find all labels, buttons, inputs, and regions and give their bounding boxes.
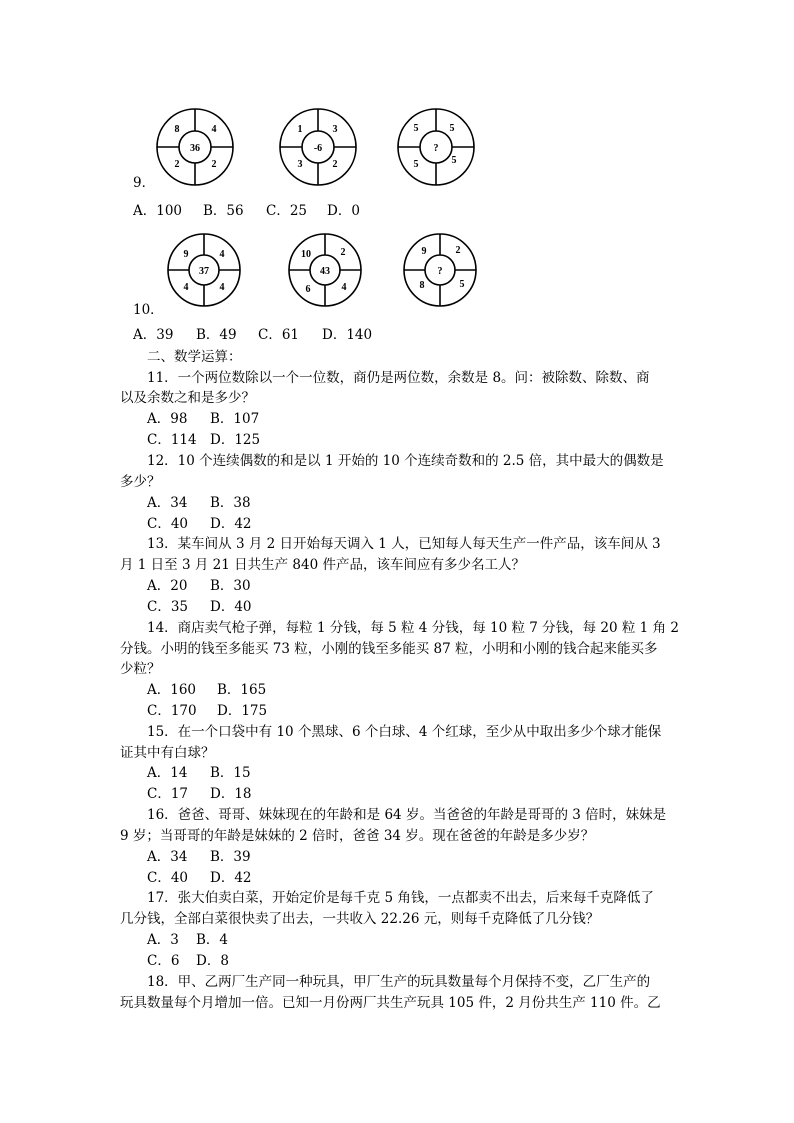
circle-center-value: 43 bbox=[320, 266, 330, 277]
q10-option-a: A．39 bbox=[133, 327, 174, 343]
q12-option-b: B．38 bbox=[210, 495, 251, 511]
q12-option-d: D．42 bbox=[210, 516, 252, 532]
circle-top-left-value: 9 bbox=[183, 249, 189, 260]
q16-option-a: A．34 bbox=[147, 849, 188, 865]
q16-option-c: C．40 bbox=[147, 870, 189, 886]
circle-top-left-value: 8 bbox=[174, 124, 180, 135]
q18-line-2: 玩具数量每个月增加一倍。已知一月份两厂共生产玩具 105 件，2 月份共生产 110 件。乙 bbox=[120, 995, 661, 1011]
q9-figure-3 bbox=[396, 107, 476, 187]
q17-option-b: B．4 bbox=[196, 932, 229, 948]
section-title: 二、数学运算： bbox=[147, 349, 242, 365]
circle-top-left-value: 1 bbox=[297, 124, 303, 135]
circle-bottom-right-value: 2 bbox=[211, 159, 217, 170]
q14-option-a: A．160 bbox=[147, 682, 197, 698]
q12-line-2: 多少？ bbox=[120, 474, 161, 490]
circle-center-value: 36 bbox=[190, 143, 200, 154]
q17-option-c: C．6 bbox=[147, 953, 180, 969]
q15-option-d: D．18 bbox=[210, 786, 252, 802]
circle-bottom-left-value: 6 bbox=[305, 284, 311, 295]
q17-option-a: A．3 bbox=[147, 932, 179, 948]
circle-top-right-value: 5 bbox=[449, 123, 455, 134]
circle-bottom-right-value: 4 bbox=[219, 282, 225, 293]
circle-top-right-value: 2 bbox=[340, 247, 346, 258]
circle-top-right-value: 4 bbox=[211, 124, 217, 135]
q13-line-1: 13．某车间从 3 月 2 日开始每天调入 1 人，已知每人每天生产一件产品，该车间从 3 bbox=[147, 536, 661, 552]
q13-line-2: 月 1 日至 3 月 21 日共生产 840 件产品，该车间应有多少名工人？ bbox=[120, 557, 525, 573]
q15-option-a: A．14 bbox=[147, 765, 188, 781]
circle-center-value: ? bbox=[433, 143, 439, 154]
q13-option-a: A．20 bbox=[147, 578, 188, 594]
q14-line-1: 14．商店卖气枪子弹，每粒 1 分钱，每 5 粒 4 分钱，每 10 粒 7 分钱，每 20 粒 1 角 2 bbox=[147, 620, 679, 636]
q9-number: 9． bbox=[133, 175, 156, 191]
circle-center-value: ? bbox=[437, 266, 443, 277]
circle-top-right-value: 4 bbox=[219, 249, 225, 260]
circle-top-right-value: 3 bbox=[332, 124, 338, 135]
q11-option-c: C．114 bbox=[147, 432, 197, 448]
q11-option-b: B．107 bbox=[210, 411, 260, 427]
q10-option-c: C．61 bbox=[258, 327, 300, 343]
circle-center-value: -6 bbox=[313, 143, 323, 154]
circle-top-left-value: 5 bbox=[413, 123, 419, 134]
q10-figure-2 bbox=[287, 232, 363, 308]
q11-option-a: A．98 bbox=[147, 411, 188, 427]
circle-bottom-right-value: 2 bbox=[332, 159, 338, 170]
q10-option-b: B．49 bbox=[196, 327, 237, 343]
q9-option-b: B．56 bbox=[203, 203, 244, 219]
q12-option-c: C．40 bbox=[147, 516, 189, 532]
q17-line-1: 17．张大伯卖白菜，开始定价是每千克 5 角钱，一点都卖不出去，后来每千克降低了 bbox=[147, 890, 654, 906]
q9-option-a: A．100 bbox=[133, 203, 183, 219]
q10-figure-1 bbox=[166, 232, 242, 308]
circle-bottom-left-value: 8 bbox=[419, 280, 425, 291]
q14-option-d: D．175 bbox=[217, 703, 268, 719]
circle-top-left-value: 10 bbox=[301, 249, 311, 260]
q13-option-b: B．30 bbox=[210, 578, 251, 594]
q9-figure-1 bbox=[155, 107, 235, 187]
circle-center-value: 37 bbox=[199, 266, 209, 277]
q16-line-2: 9 岁；当哥哥的年龄是妹妹的 2 倍时，爸爸 34 岁。现在爸爸的年龄是多少岁？ bbox=[120, 828, 595, 844]
q9-option-d: D．0 bbox=[327, 203, 360, 219]
q17-line-2: 几分钱，全部白菜很快卖了出去，一共收入 22.26 元，则每千克降低了几分钱？ bbox=[120, 911, 600, 927]
circle-bottom-left-value: 5 bbox=[413, 159, 419, 170]
q10-figure-3 bbox=[402, 232, 478, 308]
q15-option-c: C．17 bbox=[147, 786, 189, 802]
q18-line-1: 18．甲、乙两厂生产同一种玩具，甲厂生产的玩具数量每个月保持不变，乙厂生产的 bbox=[147, 974, 651, 990]
q12-option-a: A．34 bbox=[147, 495, 188, 511]
q12-line-1: 12．10 个连续偶数的和是以 1 开始的 10 个连续奇数和的 2.5 倍，其中最大的偶数是 bbox=[147, 453, 664, 469]
circle-bottom-right-value: 4 bbox=[341, 282, 347, 293]
q13-option-d: D．40 bbox=[210, 599, 252, 615]
q15-line-2: 证其中有白球？ bbox=[120, 745, 215, 761]
circle-bottom-left-value: 2 bbox=[174, 159, 180, 170]
q10-option-d: D．140 bbox=[322, 327, 373, 343]
q14-line-2: 分钱。小明的钱至多能买 73 粒，小刚的钱至多能买 87 粒，小明和小刚的钱合起来能买多 bbox=[120, 641, 658, 657]
q13-option-c: C．35 bbox=[147, 599, 189, 615]
circle-top-left-value: 9 bbox=[421, 246, 427, 257]
q11-line-2: 以及余数之和是多少？ bbox=[120, 390, 255, 406]
q11-option-d: D．125 bbox=[210, 432, 261, 448]
circle-bottom-right-value: 5 bbox=[459, 279, 465, 290]
q10-number: 10． bbox=[133, 302, 164, 318]
circle-bottom-left-value: 3 bbox=[297, 159, 303, 170]
q16-line-1: 16．爸爸、哥哥、妹妹现在的年龄和是 64 岁。当爸爸的年龄是哥哥的 3 倍时，妹妹是 bbox=[147, 807, 667, 823]
circle-top-right-value: 2 bbox=[455, 245, 461, 256]
q11-line-1: 11．一个两位数除以一个一位数，商仍是两位数，余数是 8。问：被除数、除数、商 bbox=[147, 370, 650, 386]
q17-option-d: D．8 bbox=[196, 953, 229, 969]
circle-bottom-left-value: 4 bbox=[183, 282, 189, 293]
q15-line-1: 15．在一个口袋中有 10 个黑球、6 个白球、4 个红球，至少从中取出多少个球才能保 bbox=[147, 724, 662, 740]
q14-option-c: C．170 bbox=[147, 703, 197, 719]
q14-option-b: B．165 bbox=[217, 682, 267, 698]
q16-option-d: D．42 bbox=[210, 870, 252, 886]
q15-option-b: B．15 bbox=[210, 765, 251, 781]
circle-bottom-right-value: 5 bbox=[451, 155, 457, 166]
q9-option-c: C．25 bbox=[266, 203, 308, 219]
q16-option-b: B．39 bbox=[210, 849, 251, 865]
q14-line-3: 少粒？ bbox=[120, 661, 161, 677]
q9-figure-2 bbox=[278, 107, 358, 187]
